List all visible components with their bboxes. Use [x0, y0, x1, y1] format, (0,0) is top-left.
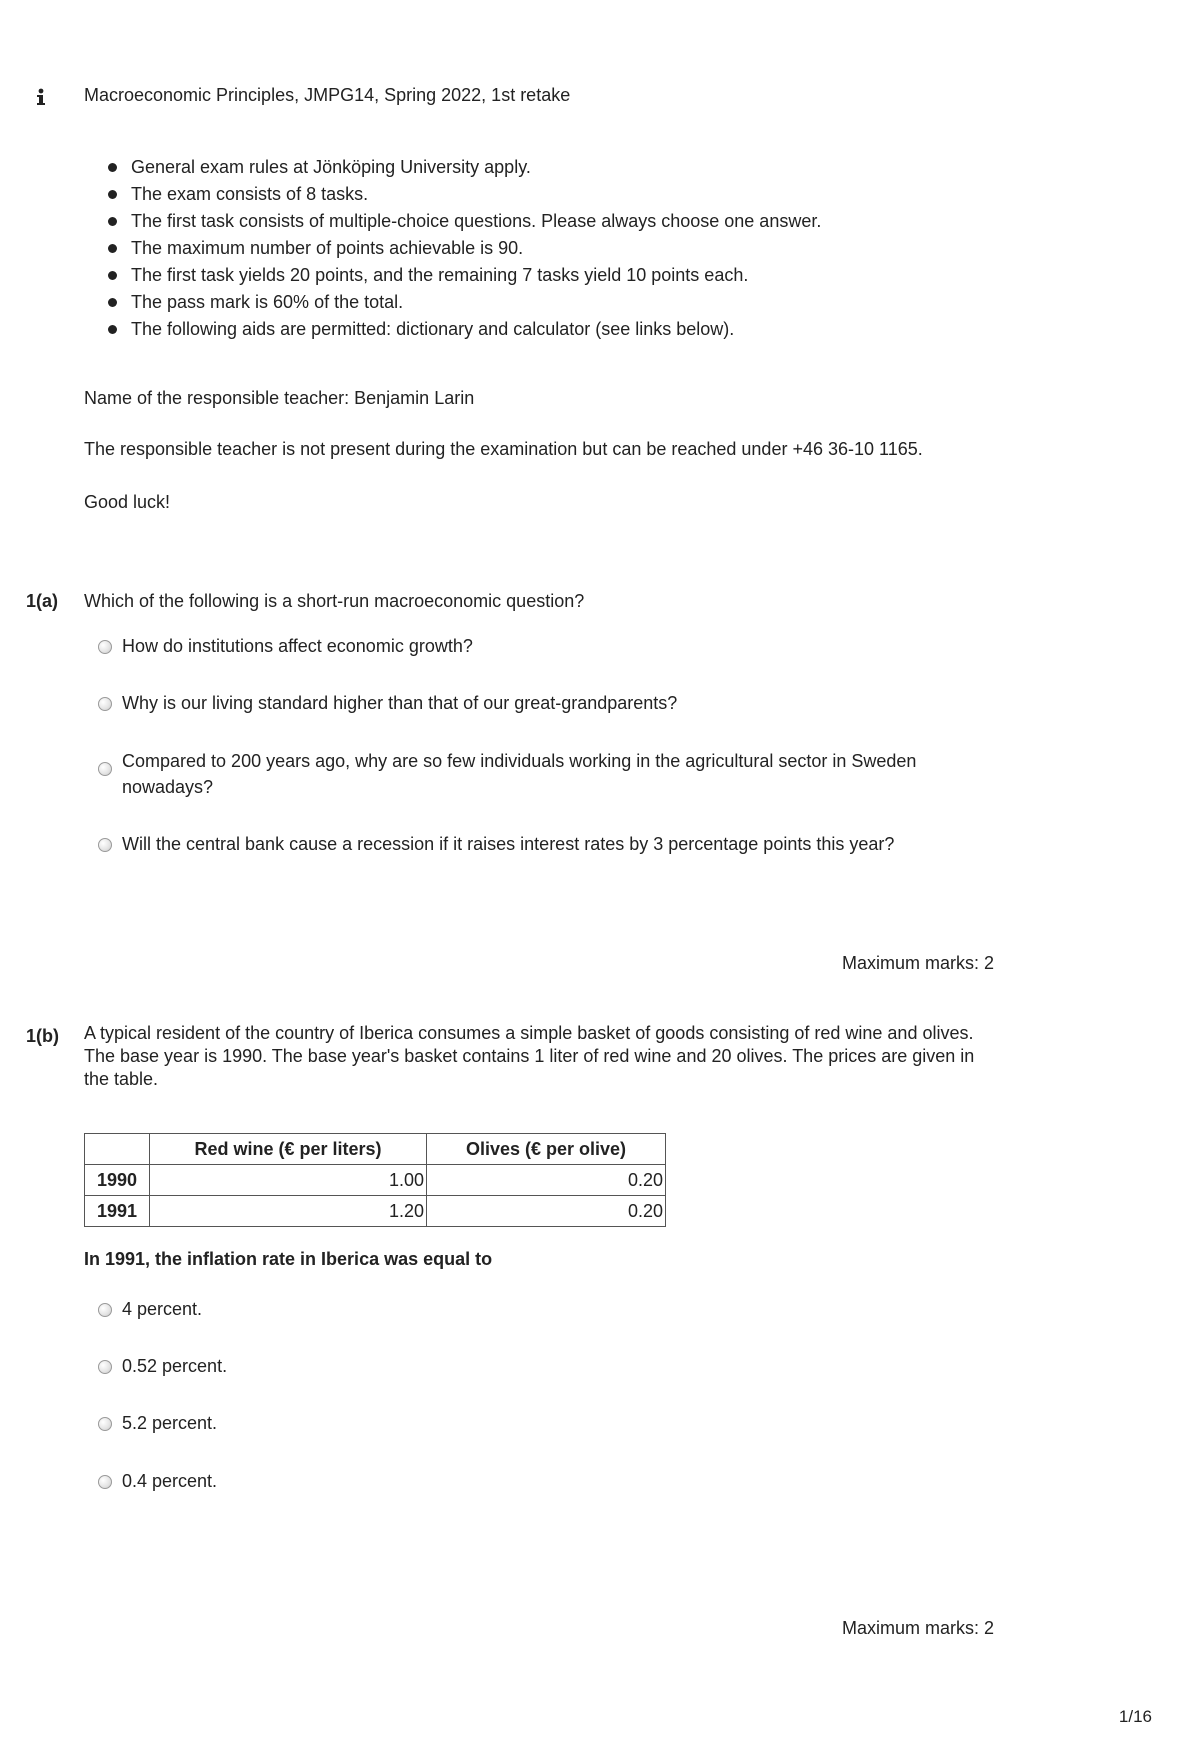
table-header-cell: [85, 1134, 150, 1165]
answer-option-label: 5.2 percent.: [122, 1413, 218, 1433]
price-table: [84, 1133, 666, 1227]
table-cell: 0.20: [427, 1196, 666, 1227]
table-header-cell: Red wine (€ per liters): [150, 1134, 427, 1165]
answer-option-label: 4 percent.: [122, 1299, 203, 1319]
table-row: [85, 1196, 666, 1227]
radio-button[interactable]: [98, 1303, 112, 1317]
radio-button[interactable]: [98, 838, 112, 852]
page-number: 1/16: [1118, 1707, 1152, 1726]
answer-option[interactable]: [98, 1357, 978, 1379]
maximum-marks: Maximum marks: 2: [841, 953, 994, 973]
good-luck-text: Good luck!: [84, 492, 171, 512]
table-header-row: [85, 1134, 666, 1165]
radio-button[interactable]: [98, 762, 112, 776]
answer-option[interactable]: [98, 1472, 978, 1494]
table-cell: 1.20: [150, 1196, 427, 1227]
radio-button[interactable]: [98, 1475, 112, 1489]
answer-option-label: Why is our living standard higher than that of our great-grandparents?: [122, 693, 678, 713]
answer-option[interactable]: [98, 694, 978, 716]
table-cell-year: 1991: [85, 1196, 150, 1227]
exam-rules-list: [108, 157, 821, 346]
table-cell: 0.20: [427, 1165, 666, 1196]
answer-option-label: Will the central bank cause a recession if it raises interest rates by 3 percentage points this year?: [122, 834, 895, 854]
answer-option[interactable]: [98, 835, 978, 857]
question-prompt: In 1991, the inflation rate in Iberica was equal to: [84, 1249, 493, 1269]
answer-option[interactable]: [98, 1300, 978, 1322]
rule-item: The exam consists of 8 tasks.: [108, 184, 821, 211]
rule-item: General exam rules at Jönköping University apply.: [108, 157, 821, 184]
rule-item: The first task consists of multiple-choice questions. Please always choose one answer.: [108, 211, 821, 238]
radio-button[interactable]: [98, 1417, 112, 1431]
table-row: [85, 1165, 666, 1196]
answer-option[interactable]: [98, 637, 978, 659]
answer-option-label: 0.52 percent.: [122, 1356, 228, 1376]
answer-option-label: 0.4 percent.: [122, 1471, 218, 1491]
table-cell-year: 1990: [85, 1165, 150, 1196]
rule-item: The following aids are permitted: dictionary and calculator (see links below).: [108, 319, 821, 346]
radio-button[interactable]: [98, 697, 112, 711]
rule-item: The pass mark is 60% of the total.: [108, 292, 821, 319]
table-cell: 1.00: [150, 1165, 427, 1196]
radio-button[interactable]: [98, 1360, 112, 1374]
radio-button[interactable]: [98, 640, 112, 654]
answer-option-label: Compared to 200 years ago, why are so few individuals working in the agricultural sector in Sweden nowadays?: [122, 751, 917, 797]
answer-option-label: How do institutions affect economic growth?: [122, 636, 473, 656]
question-text: Which of the following is a short-run macroeconomic question?: [84, 591, 585, 611]
teacher-contact: The responsible teacher is not present during the examination but can be reached under +46 36-10 1165.: [84, 439, 923, 459]
question-number: 1(b): [26, 1026, 59, 1046]
rule-item: The maximum number of points achievable is 90.: [108, 238, 821, 265]
exam-title: Macroeconomic Principles, JMPG14, Spring 2022, 1st retake: [84, 85, 571, 105]
answer-option[interactable]: [98, 752, 978, 800]
question-number: 1(a): [26, 591, 59, 611]
rule-item: The first task yields 20 points, and the remaining 7 tasks yield 10 points each.: [108, 265, 821, 292]
maximum-marks: Maximum marks: 2: [841, 1618, 994, 1638]
teacher-name: Name of the responsible teacher: Benjamin Larin: [84, 388, 475, 408]
info-icon: [34, 88, 48, 106]
question-text: A typical resident of the country of Iberica consumes a simple basket of goods consisting of red wine and olives. The base year is 1990. The base year's basket contains 1 liter of red wine and 20 olives. The prices are given in the table.: [84, 1023, 975, 1089]
table-header-cell: Olives (€ per olive): [427, 1134, 666, 1165]
answer-option[interactable]: [98, 1414, 978, 1436]
